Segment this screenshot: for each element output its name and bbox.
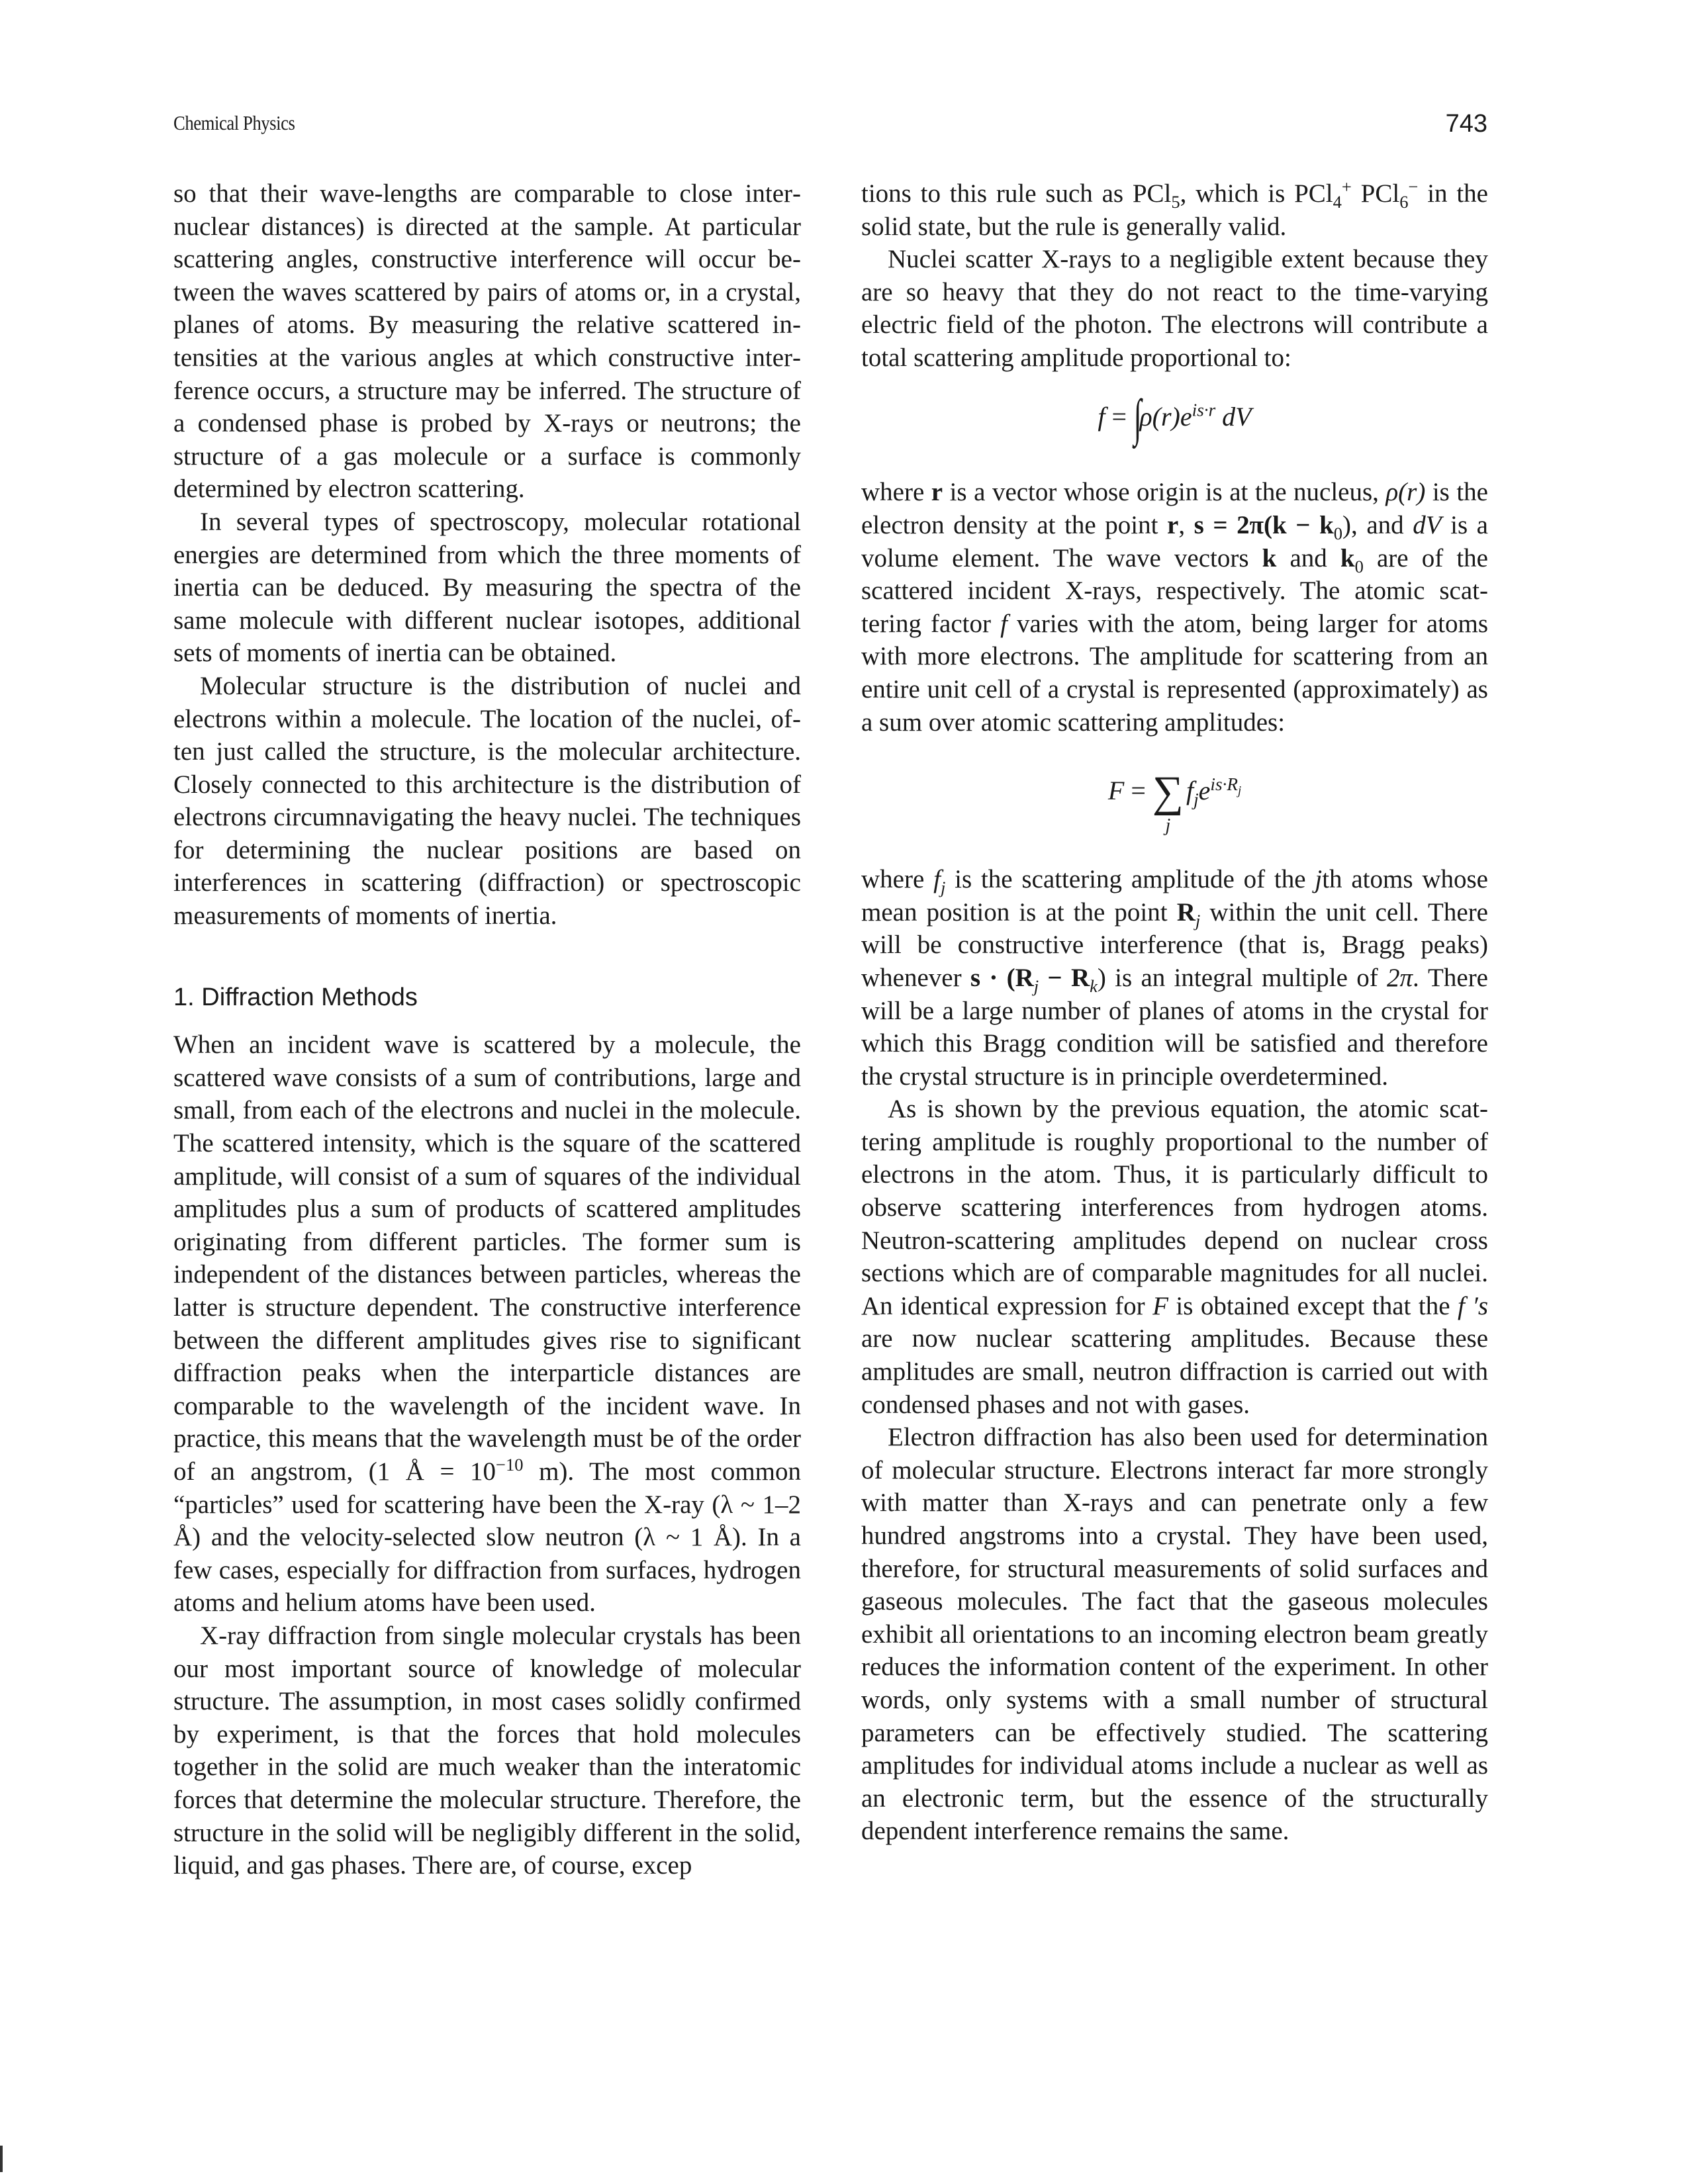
paragraph: where r is a vector whose origin is at the nucleus, ρ(r) is the electron density at the point r, $s = 2\pi(k - k_0)$, and dV is a volume element. The wave vectors k and $k_0$ are of the scattered incident X-rays, respectively. The atomic scattering factor f varies with the atom, being larger for atoms with more electrons. The amplitude for scattering from an entire unit cell of a crystal is represented (approximately) as a sum over atomic scattering amplitudes: bbox=[861, 478, 1488, 737]
math-inline: j bbox=[1315, 865, 1323, 894]
math-vector: r bbox=[931, 478, 943, 507]
math-vector: k bbox=[1262, 543, 1277, 572]
eq-term-sub-text: j bbox=[1194, 790, 1199, 810]
eq-equals: = bbox=[1124, 776, 1152, 806]
paragraph: Electron diffraction has also been used for determination of molecular structure. Electrons interact far more strongly with matter than X-rays and can penetrate only a few hundred angstroms into a crystal. They have been used, therefore, for structural measurements of solid surfaces and gaseous molecules. The fact that the gaseous molecules exhibit all orientations to an incoming electron beam greatly reduces the information content of the experiment. In other words, only systems with a small number of structural parameters can be effectively studied. The scattering amplitudes for individual atoms include a nuclear as well as an electronic term, but the essence of the structurally dependent interference remains the same. bbox=[861, 1423, 1488, 1846]
paragraph bbox=[861, 863, 1488, 1093]
text-run: When an incident wave is scattered by a molecule, the scattered wave consists of a sum of contributions, large and small, from each of the electrons and nuclei in the molecule. The scattered intensity, which is the square of the scattered amplitude, will consist of a sum of squares of the individual amplitudes plus a sum of products of scattered amplitudes originating from different particles. The former sum is independent of the distances between particles, whereas the latter is structure dependent. The constructive interference between the different amplitudes gives rise to significant diffraction peaks when the interparticle distances are comparable to the wavelength of the incident wave. In practice, this means that the wavelength must be of the order of an angstrom, (1 Å = 10 bbox=[173, 1030, 801, 1486]
eq-term-sub bbox=[1194, 790, 1199, 809]
text-run: are of the scattered incident X-rays, respectively. The atomic scattering factor bbox=[861, 543, 1488, 638]
text-run: where bbox=[861, 478, 931, 507]
text-run: where bbox=[861, 865, 934, 894]
paragraph: X-ray diffraction from single molecular crystals has been our most important source of knowledge of molecular structure. The assumption, in most cases solidly confirmed by experiment, is that the forces that hold molecules together in the solid are much weaker than the interatomic forces that determine the molecular structure. Therefore, the structure in the solid will be negligibly different in the solid, liquid, and gas phases. There are, of course, excep bbox=[173, 1621, 801, 1880]
text-run: tions to this rule such as PCl bbox=[861, 179, 1172, 208]
math-vector: k bbox=[1340, 543, 1355, 572]
subscript-text: j bbox=[1195, 910, 1201, 931]
math-inline: F bbox=[1152, 1291, 1168, 1320]
sum-index: j bbox=[1165, 815, 1171, 837]
text-run: is a vector whose origin is at the nucleus, bbox=[943, 478, 1386, 507]
eq-differential: dV bbox=[1215, 401, 1252, 432]
subscript: 6 bbox=[1399, 191, 1409, 212]
eq-exponent bbox=[1210, 774, 1242, 797]
math-inline: 2π bbox=[1386, 963, 1413, 992]
text-run: and bbox=[1276, 543, 1340, 572]
text-run: As is shown by the previous equation, the atomic scattering amplitude is roughly proportional to the number of electrons in the atom. Thus, it is particularly difficult to observe scattering interferences from hydrogen atoms. Neutron-scattering amplitudes depend on nuclear cross sections which are of comparable magnitudes for all nuclei. An identical expression for bbox=[861, 1095, 1488, 1320]
text-run: m). The most common “particles” used for scattering have been the X-ray (λ ~ 1–2 Å) and the velocity-selected slow neutron (λ ~ 1 Å). In a few cases, especially for diffraction from surfaces, hydrogen atoms and helium atoms have been used. bbox=[173, 1457, 801, 1617]
math-inline: ) bbox=[1097, 963, 1106, 992]
math-inline: ρ(r) bbox=[1385, 478, 1426, 507]
text-run: is obtained except that the bbox=[1168, 1291, 1458, 1320]
paragraph: so that their wave-lengths are comparable to close internuclear distances) is directed at the sample. At particular scattering angles, constructive interference will occur between the waves scattered by pairs of atoms or, in a crystal, planes of atoms. By measuring the relative scattered intensities at the various angles at which constructive interference occurs, a structure may be inferred. The structure of a condensed phase is probed by X-rays or neutrons; the structure of a gas molecule or a surface is commonly determined by electron scattering. bbox=[173, 179, 801, 504]
section-heading: 1. Diffraction Methods bbox=[173, 983, 418, 1011]
text-run: within the unit cell. There will be constructive interference (that is, Bragg peaks) whenever bbox=[861, 897, 1488, 992]
math-inline: f bbox=[933, 865, 941, 894]
eq-exponent-text: is·r bbox=[1192, 400, 1216, 420]
paragraph: In several types of spectroscopy, molecular rotational energies are determined from which the three moments of inertia can be deduced. By measuring the spectra of the same molecule with different nuclear isotopes, additional sets of moments of inertia can be obtained. bbox=[173, 507, 801, 668]
eq-exponent-text: is·R bbox=[1210, 774, 1238, 794]
text-run: varies with the atom, being larger for atoms with more electrons. The amplitude for scattering from an entire unit cell of a crystal is represented (approximately) as a sum over atomic scattering amplitudes: bbox=[861, 609, 1488, 737]
right-column bbox=[861, 177, 1488, 1848]
subscript-text: k bbox=[1090, 976, 1098, 996]
paragraph bbox=[861, 1093, 1488, 1421]
equation-scattering-amplitude bbox=[861, 388, 1488, 447]
exponent: −10 bbox=[496, 1454, 524, 1475]
text-run: , and bbox=[1351, 510, 1413, 539]
math-vector: r bbox=[1167, 510, 1179, 539]
subscript: 4 bbox=[1333, 191, 1342, 212]
paragraph bbox=[173, 1028, 801, 1619]
text-run: are now nuclear scattering amplitudes. Because these amplitudes are small, neutron diffraction is carried out with condensed phases and not with gases. bbox=[861, 1324, 1488, 1419]
subscript: 5 bbox=[1171, 191, 1180, 212]
math-inline: f ′s bbox=[1457, 1291, 1489, 1320]
paragraph bbox=[861, 177, 1488, 243]
eq-equals: = bbox=[1105, 401, 1134, 432]
running-head: Chemical Physics bbox=[173, 111, 295, 134]
math-vector: R bbox=[1176, 897, 1196, 927]
text-run: in the solid state, but the rule is generally valid. bbox=[861, 179, 1488, 241]
integral-sign: ∫ bbox=[1133, 388, 1142, 447]
eq-lhs: F bbox=[1107, 776, 1125, 806]
text-run: is the scattering amplitude of the bbox=[945, 865, 1315, 894]
eq-exponent bbox=[1192, 400, 1216, 420]
math-inline: − R bbox=[1039, 963, 1090, 992]
subscript: 0 bbox=[1333, 523, 1343, 543]
eq-exponent-sub-text: j bbox=[1237, 784, 1242, 797]
superscript: + bbox=[1341, 177, 1352, 197]
text-run: PCl bbox=[1351, 179, 1400, 208]
subscript bbox=[1090, 976, 1098, 996]
left-column bbox=[173, 177, 801, 1882]
eq-exponent-sub bbox=[1238, 784, 1241, 797]
text-run: th atoms whose mean position is at the point bbox=[861, 865, 1488, 927]
summation bbox=[1152, 770, 1184, 835]
text-run: . There will be a large number of planes of atoms in the crystal for which this Bragg condition will be satisfied and therefore the crystal structure is in principle overdetermined. bbox=[861, 963, 1488, 1091]
sigma-sign: ∑ bbox=[1152, 768, 1184, 817]
paragraph: Nuclei scatter X-rays to a negligible extent because they are so heavy that they do not react to the time-varying electric field of the photon. The electrons will contribute a total scattering amplitude proportional to: bbox=[861, 245, 1488, 372]
math-inline: f bbox=[1000, 609, 1008, 638]
equation-structure-factor bbox=[861, 761, 1488, 837]
math-inline: ) bbox=[1342, 510, 1352, 539]
paragraph: Molecular structure is the distribution of nuclei and electrons within a molecule. The location of the nuclei, often just called the structure, is the molecular architecture. Closely connected to this architecture is the distribution of electrons circumnavigating the heavy nuclei. The techniques for determining the nuclear positions are based on interferences in scattering (diffraction) or spectroscopic measurements of moments of inertia. bbox=[173, 671, 801, 931]
scan-edge-mark bbox=[0, 2146, 3, 2172]
subscript-text: j bbox=[940, 877, 946, 897]
math-inline: s · (R bbox=[970, 963, 1034, 992]
text-run: is the electron density at the point bbox=[861, 478, 1488, 539]
superscript: − bbox=[1408, 177, 1419, 197]
math-inline: s = 2π(k − k bbox=[1194, 510, 1334, 539]
eq-integrand: ρ(r)e bbox=[1139, 401, 1192, 432]
subscript-text: j bbox=[1033, 976, 1039, 996]
text-run: is a volume element. The wave vectors bbox=[861, 510, 1488, 572]
eq-lhs: f bbox=[1098, 401, 1105, 432]
page-number: 743 bbox=[1445, 110, 1487, 138]
eq-term: f bbox=[1186, 776, 1194, 806]
text-run: is an integral multiple of bbox=[1105, 963, 1387, 992]
math-inline: dV bbox=[1413, 510, 1442, 539]
text-run: , which is PCl bbox=[1180, 179, 1333, 208]
eq-term-e: e bbox=[1198, 776, 1211, 806]
subscript: 0 bbox=[1354, 556, 1364, 576]
